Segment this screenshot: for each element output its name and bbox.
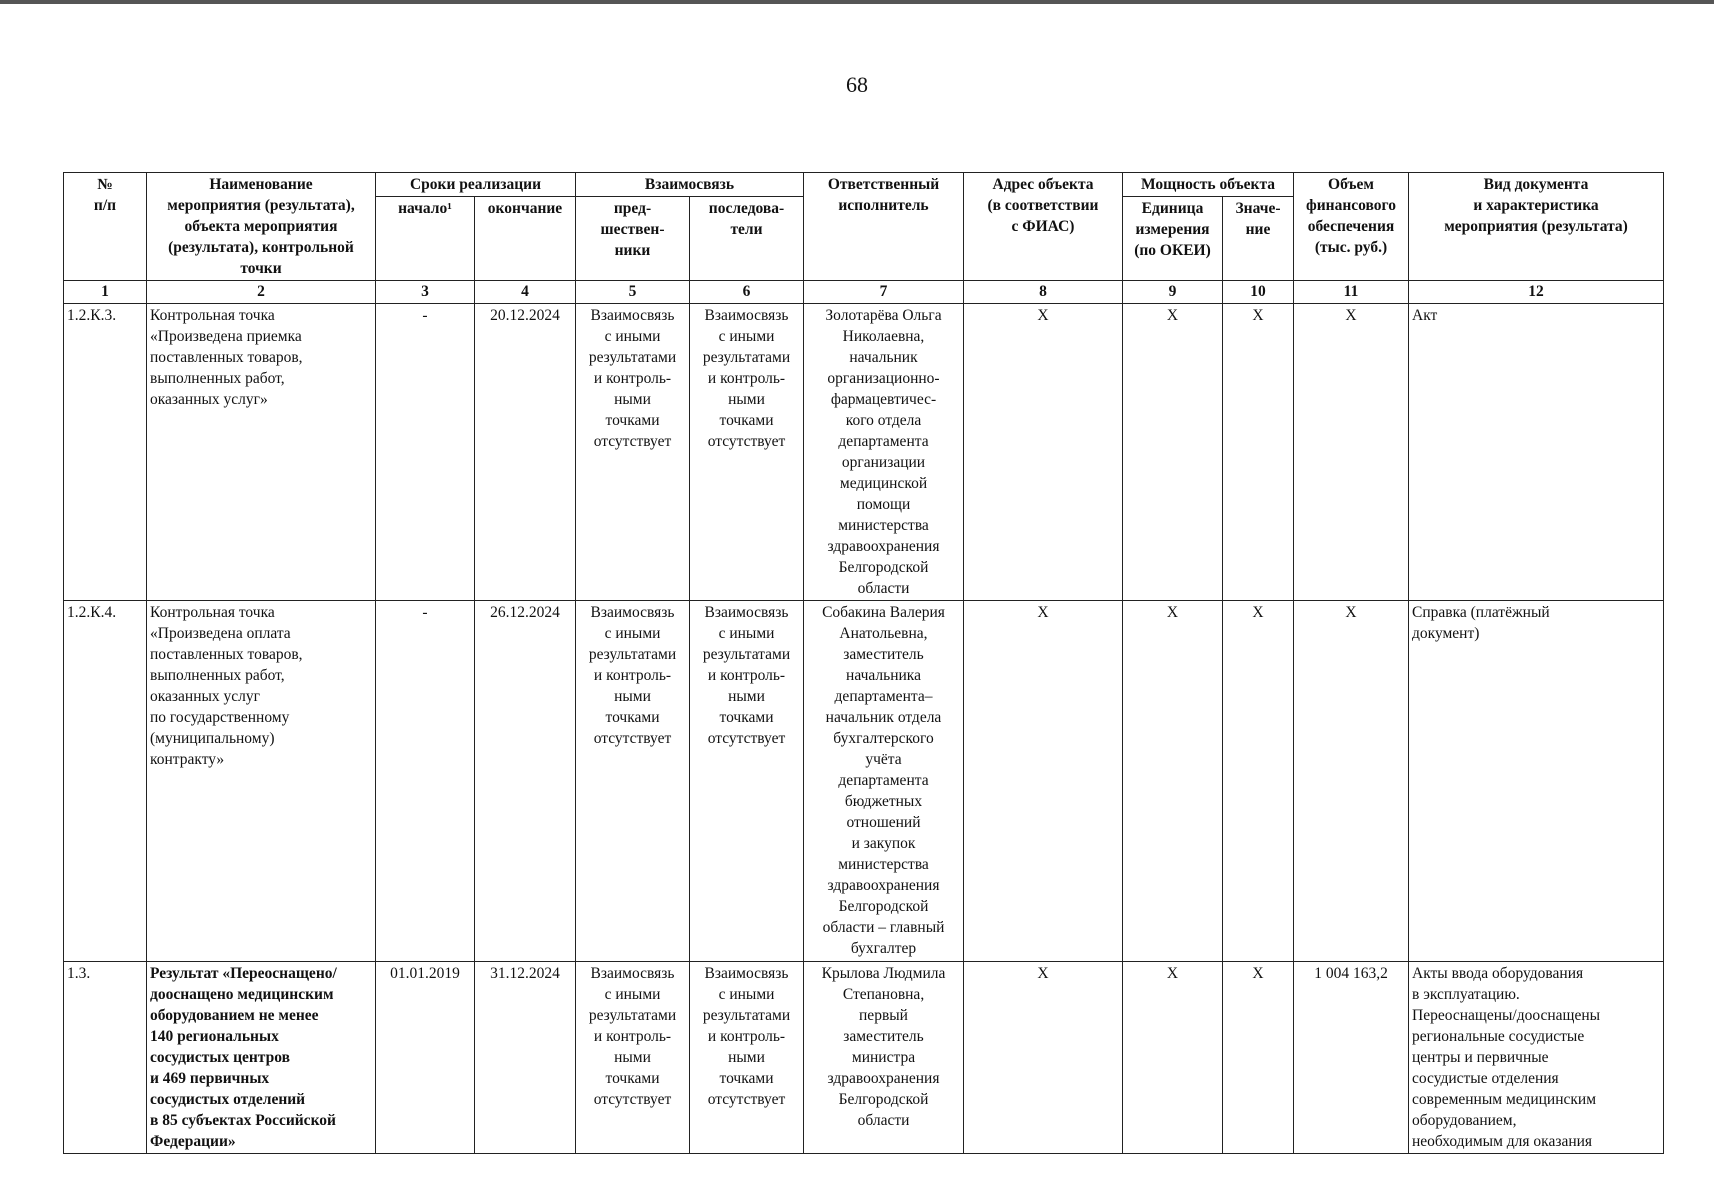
header-terms: Сроки реализации — [376, 173, 576, 197]
row-value: X — [1223, 601, 1294, 962]
table-row — [64, 304, 1664, 601]
header-start: начало¹ — [376, 197, 475, 281]
row-address: X — [964, 304, 1123, 601]
header-finance: Объем финансового обеспечения (тыс. руб.) — [1294, 173, 1409, 281]
row-document: Справка (платёжный документ) — [1409, 601, 1664, 962]
row-name: Контрольная точка «Произведена приемка поставленных товаров, выполненных работ, оказанных услуг» — [147, 304, 376, 601]
column-number: 9 — [1123, 281, 1223, 304]
column-number: 4 — [475, 281, 576, 304]
row-document: Акт — [1409, 304, 1664, 601]
row-start: 01.01.2019 — [376, 962, 475, 1154]
row-successors: Взаимосвязь с иными результатами и контроль- ными точками отсутствует — [690, 962, 804, 1154]
header-relation: Взаимосвязь — [576, 173, 804, 197]
row-end: 31.12.2024 — [475, 962, 576, 1154]
row-number: 1.2.К.3. — [64, 304, 147, 601]
row-predecessors: Взаимосвязь с иными результатами и контроль- ными точками отсутствует — [576, 962, 690, 1154]
column-number: 2 — [147, 281, 376, 304]
row-number: 1.2.К.4. — [64, 601, 147, 962]
row-predecessors: Взаимосвязь с иными результатами и контроль- ными точками отсутствует — [576, 601, 690, 962]
header-name: Наименование мероприятия (результата), объекта мероприятия (результата), контрольной точки — [147, 173, 376, 281]
column-number: 7 — [804, 281, 964, 304]
row-finance: X — [1294, 601, 1409, 962]
row-address: X — [964, 962, 1123, 1154]
column-number: 5 — [576, 281, 690, 304]
table-row — [64, 962, 1664, 1154]
header-address: Адрес объекта (в соответствии с ФИАС) — [964, 173, 1123, 281]
column-numbers-row — [64, 281, 1664, 304]
row-finance: 1 004 163,2 — [1294, 962, 1409, 1154]
row-responsible: Крылова Людмила Степановна, первый заместитель министра здравоохранения Белгородской области — [804, 962, 964, 1154]
row-value: X — [1223, 304, 1294, 601]
header-successors: последова- тели — [690, 197, 804, 281]
row-unit: X — [1123, 962, 1223, 1154]
row-responsible: Собакина Валерия Анатольевна, заместитель начальника департамента– начальник отдела бухгалтерского учёта департамента бюджетных отношений и закупок министерства здравоохранения Белгородской области – главный бухгалтер — [804, 601, 964, 962]
column-number: 10 — [1223, 281, 1294, 304]
header-responsible: Ответственный исполнитель — [804, 173, 964, 281]
header-end: окончание — [475, 197, 576, 281]
column-number: 8 — [964, 281, 1123, 304]
column-number: 1 — [64, 281, 147, 304]
header-doc: Вид документа и характеристика мероприятия (результата) — [1409, 173, 1664, 281]
row-start: - — [376, 304, 475, 601]
scan-edge — [0, 0, 1714, 4]
row-name: Контрольная точка «Произведена оплата поставленных товаров, выполненных работ, оказанных услуг по государственному (муниципальному) контракту» — [147, 601, 376, 962]
row-finance: X — [1294, 304, 1409, 601]
row-predecessors: Взаимосвязь с иными результатами и контроль- ными точками отсутствует — [576, 304, 690, 601]
row-document: Акты ввода оборудования в эксплуатацию. Переоснащены/дооснащены региональные сосудистые центры и первичные сосудистые отделения современным медицинским оборудованием, необходимым для оказания — [1409, 962, 1664, 1154]
header-predecessors: пред- шествен- ники — [576, 197, 690, 281]
header-value: Значе- ние — [1223, 197, 1294, 281]
header-capacity: Мощность объекта — [1123, 173, 1294, 197]
header-unit: Единица измерения (по ОКЕИ) — [1123, 197, 1223, 281]
header-n: № п/п — [64, 173, 147, 281]
row-number: 1.3. — [64, 962, 147, 1154]
column-number: 3 — [376, 281, 475, 304]
row-start: - — [376, 601, 475, 962]
plan-table — [63, 172, 1664, 1154]
row-unit: X — [1123, 601, 1223, 962]
row-responsible: Золотарёва Ольга Николаевна, начальник организационно- фармацевтичес- кого отдела департамента организации медицинской помощи министерства здравоохранения Белгородской области — [804, 304, 964, 601]
row-address: X — [964, 601, 1123, 962]
row-successors: Взаимосвязь с иными результатами и контроль- ными точками отсутствует — [690, 601, 804, 962]
column-number: 12 — [1409, 281, 1664, 304]
table-row — [64, 601, 1664, 962]
row-end: 20.12.2024 — [475, 304, 576, 601]
row-end: 26.12.2024 — [475, 601, 576, 962]
row-name: Результат «Переоснащено/ дооснащено медицинским оборудованием не менее 140 региональных сосудистых центров и 469 первичных сосудистых отделений в 85 субъектах Российской Федерации» — [147, 962, 376, 1154]
row-successors: Взаимосвязь с иными результатами и контроль- ными точками отсутствует — [690, 304, 804, 601]
column-number: 6 — [690, 281, 804, 304]
page-number: 68 — [846, 72, 868, 97]
row-value: X — [1223, 962, 1294, 1154]
row-unit: X — [1123, 304, 1223, 601]
column-number: 11 — [1294, 281, 1409, 304]
